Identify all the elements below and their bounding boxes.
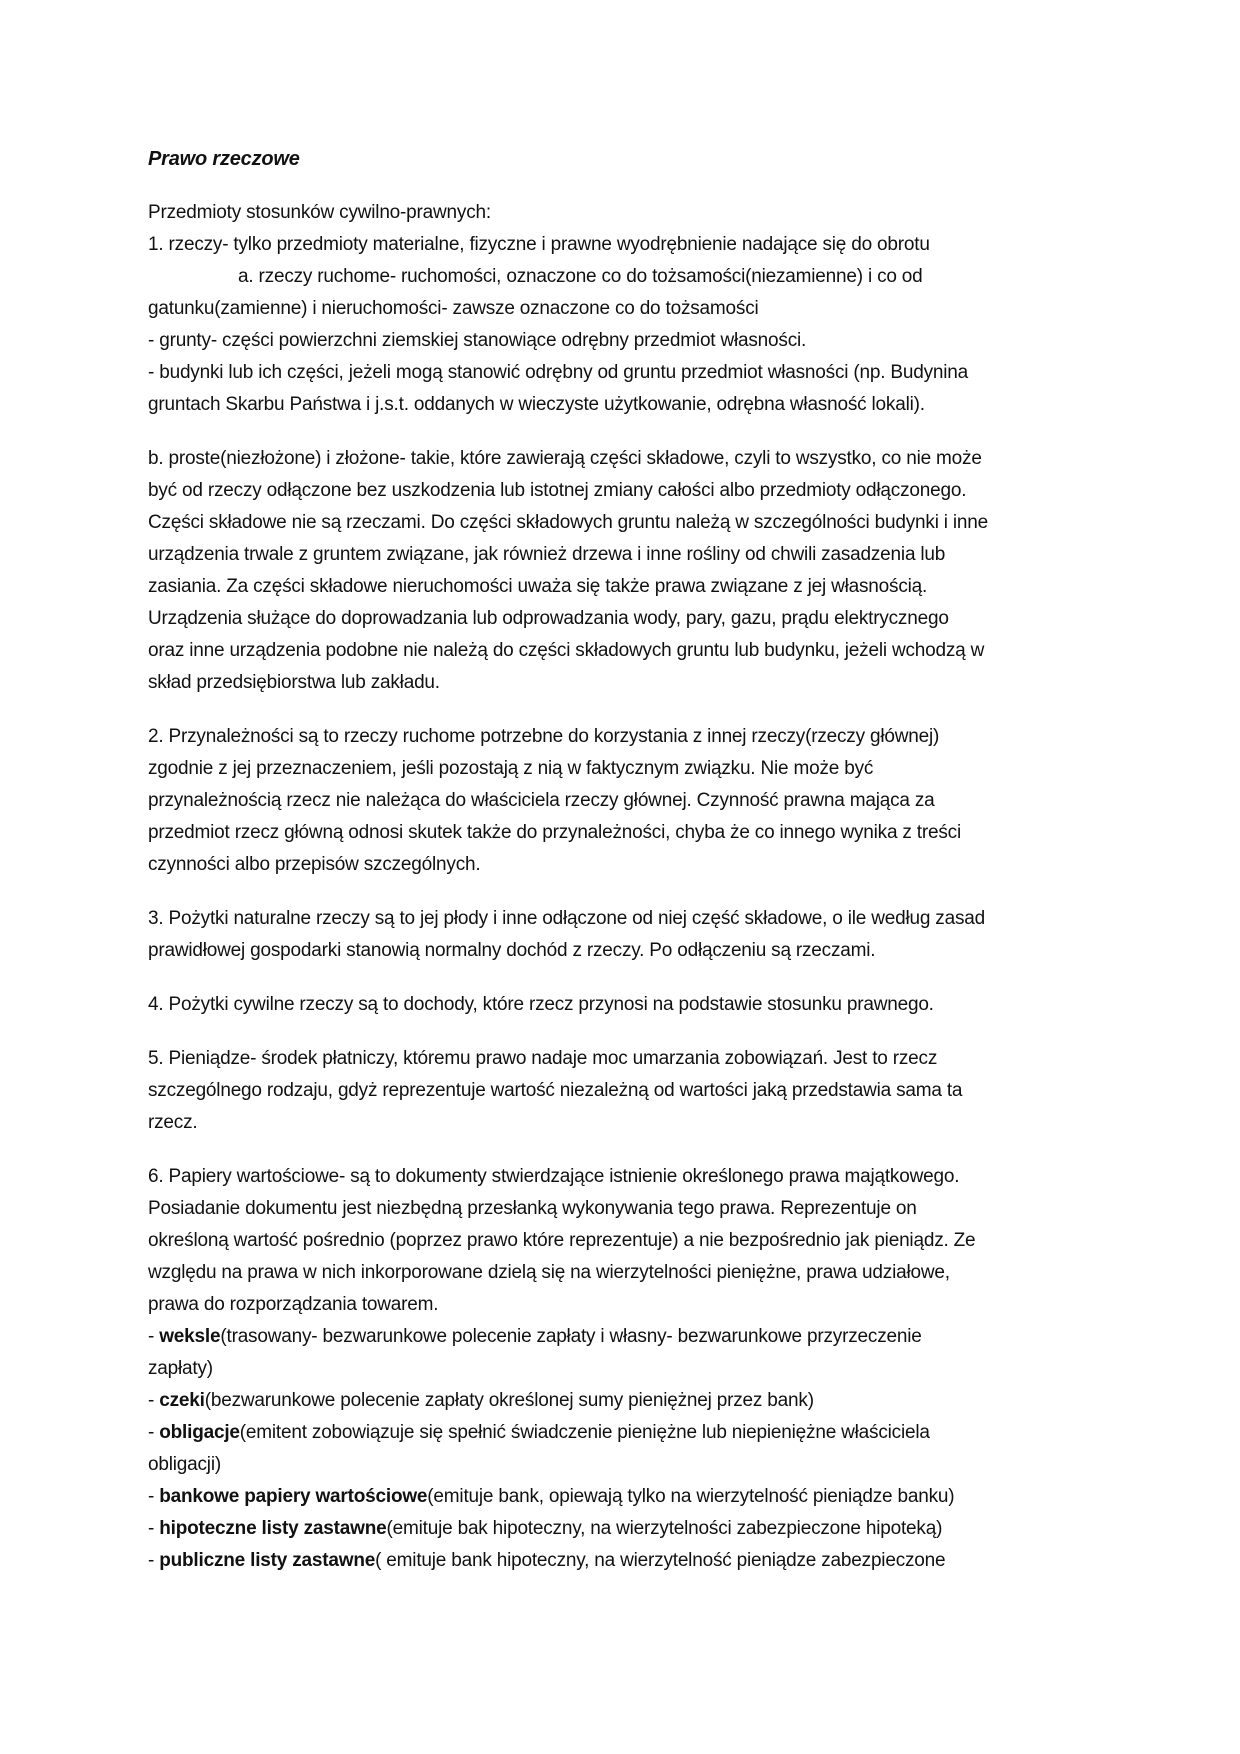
bullet-publiczne [148, 1545, 1098, 1577]
bullet-term: bankowe papiery wartościowe [159, 1486, 428, 1507]
paragraph-5 [148, 1043, 1098, 1139]
bullet-weksle-cont: zapłaty) [148, 1358, 213, 1379]
budynki-cont-line: gruntach Skarbu Państwa i j.s.t. oddanych w wieczyste użytkowanie, odrębna własność lokali). [148, 394, 925, 415]
bullet-weksle [148, 1321, 1098, 1353]
bullet-obligacje [148, 1417, 1098, 1449]
bullet-hipoteczne [148, 1513, 1098, 1545]
paragraph-line: oraz inne urządzenia podobne nie należą do części składowych gruntu lub budynku, jeżeli wchodzą w [148, 640, 985, 661]
paragraph-line: przynależnością rzecz nie należąca do właściciela rzeczy głównej. Czynność prawna mająca za [148, 790, 935, 811]
paragraph-line: Posiadanie dokumentu jest niezbędną przesłanką wykonywania tego prawa. Reprezentuje on [148, 1198, 917, 1219]
paragraph-line: 6. Papiery wartościowe- są to dokumenty stwierdzające istnienie określonego prawa majątkowego. [148, 1166, 960, 1187]
paragraph-line: Części składowe nie są rzeczami. Do części składowych gruntu należą w szczególności budynki i inne [148, 512, 989, 533]
grunty-line: - grunty- części powierzchni ziemskiej stanowiące odrębny przedmiot własności. [148, 330, 807, 351]
paragraph-3 [148, 903, 1098, 967]
paragraph-line: zasiania. Za części składowe nieruchomości uważa się także prawa związane z jej własnością. [148, 576, 928, 597]
item1a-line: a. rzeczy ruchome- ruchomości, oznaczone co do tożsamości(niezamienne) i co od [238, 266, 923, 287]
bullet-bankowe [148, 1481, 1098, 1513]
paragraph-line: 2. Przynależności są to rzeczy ruchome potrzebne do korzystania z innej rzeczy(rzeczy głównej) [148, 726, 940, 747]
bullet-text: (emituje bak hipoteczny, na wierzytelności zabezpieczone hipoteką) [386, 1518, 943, 1539]
paragraph-line: skład przedsiębiorstwa lub zakładu. [148, 672, 440, 693]
paragraph-4 [148, 989, 1098, 1021]
paragraph-line: Urządzenia służące do doprowadzania lub odprowadzania wody, pary, gazu, prądu elektrycznego [148, 608, 949, 629]
paragraph-b [148, 443, 1098, 699]
intro-line: Przedmioty stosunków cywilno-prawnych: [148, 202, 491, 223]
bullet-dash: - [148, 1326, 160, 1347]
item1-line: 1. rzeczy- tylko przedmioty materialne, fizyczne i prawne wyodrębnienie nadające się do obrotu [148, 234, 930, 255]
bullet-term: weksle [159, 1326, 221, 1347]
bullet-obligacje-cont: obligacji) [148, 1454, 221, 1475]
bullet-dash: - [148, 1422, 160, 1443]
bullet-dash: - [148, 1390, 160, 1411]
bullet-term: publiczne listy zastawne [159, 1550, 376, 1571]
bullet-dash: - [148, 1486, 160, 1507]
paragraph-line: być od rzeczy odłączone bez uszkodzenia lub istotnej zmiany całości albo przedmioty odłączonego. [148, 480, 967, 501]
bullet-czeki [148, 1385, 1098, 1417]
paragraph-line: rzecz. [148, 1112, 198, 1133]
bullet-text: (trasowany- bezwarunkowe polecenie zapłaty i własny- bezwarunkowe przyrzeczenie [220, 1326, 922, 1347]
document-page [148, 143, 1098, 1577]
paragraph-2 [148, 721, 1098, 881]
paragraph-6 [148, 1161, 1098, 1577]
paragraph-line: urządzenia trwale z gruntem związane, jak również drzewa i inne rośliny od chwili zasadzenia lub [148, 544, 946, 565]
paragraph-line: 3. Pożytki naturalne rzeczy są to jej płody i inne odłączone od niej część składowe, o ile według zasad [148, 908, 985, 929]
paragraph-line: czynności albo przepisów szczególnych. [148, 854, 481, 875]
bullet-text: (emituje bank, opiewają tylko na wierzytelność pieniądze banku) [427, 1486, 955, 1507]
bullet-text: (bezwarunkowe polecenie zapłaty określonej sumy pieniężnej przez bank) [204, 1390, 814, 1411]
paragraph-line: względu na prawa w nich inkorporowane dzielą się na wierzytelności pieniężne, prawa udziałowe, [148, 1262, 950, 1283]
bullet-term: czeki [159, 1390, 205, 1411]
paragraph-line: zgodnie z jej przeznaczeniem, jeśli pozostają z nią w faktycznym związku. Nie może być [148, 758, 874, 779]
paragraph-line: prawidłowej gospodarki stanowią normalny dochód z rzeczy. Po odłączeniu są rzeczami. [148, 940, 876, 961]
budynki-line: - budynki lub ich części, jeżeli mogą stanowić odrębny od gruntu przedmiot własności (np. Budynina [148, 362, 968, 383]
paragraph-line: przedmiot rzecz główną odnosi skutek także do przynależności, chyba że co innego wynika z treści [148, 822, 961, 843]
bullet-term: obligacje [159, 1422, 240, 1443]
bullet-term: hipoteczne listy zastawne [159, 1518, 387, 1539]
document-title: Prawo rzeczowe [148, 148, 300, 170]
bullet-text: (emitent zobowiązuje się spełnić świadczenie pieniężne lub niepieniężne właściciela [239, 1422, 930, 1443]
paragraph-line: prawa do rozporządzania towarem. [148, 1294, 439, 1315]
bullet-dash: - [148, 1518, 160, 1539]
paragraph-line: szczególnego rodzaju, gdyż reprezentuje wartość niezależną od wartości jaką przedstawia sama ta [148, 1080, 963, 1101]
paragraph-line: 4. Pożytki cywilne rzeczy są to dochody, które rzecz przynosi na podstawie stosunku prawnego. [148, 994, 934, 1015]
bullet-text: ( emituje bank hipoteczny, na wierzytelność pieniądze zabezpieczone [375, 1550, 946, 1571]
bullet-dash: - [148, 1550, 160, 1571]
paragraph-line: 5. Pieniądze- środek płatniczy, któremu prawo nadaje moc umarzania zobowiązań. Jest to rzecz [148, 1048, 938, 1069]
item1a-cont-line: gatunku(zamienne) i nieruchomości- zawsze oznaczone co do tożsamości [148, 298, 759, 319]
paragraph-line: określoną wartość pośrednio (poprzez prawo które reprezentuje) a nie bezpośrednio jak pieniądz. Ze [148, 1230, 976, 1251]
paragraph-line: b. proste(niezłożone) i złożone- takie, które zawierają części składowe, czyli to wszystko, co nie może [148, 448, 982, 469]
